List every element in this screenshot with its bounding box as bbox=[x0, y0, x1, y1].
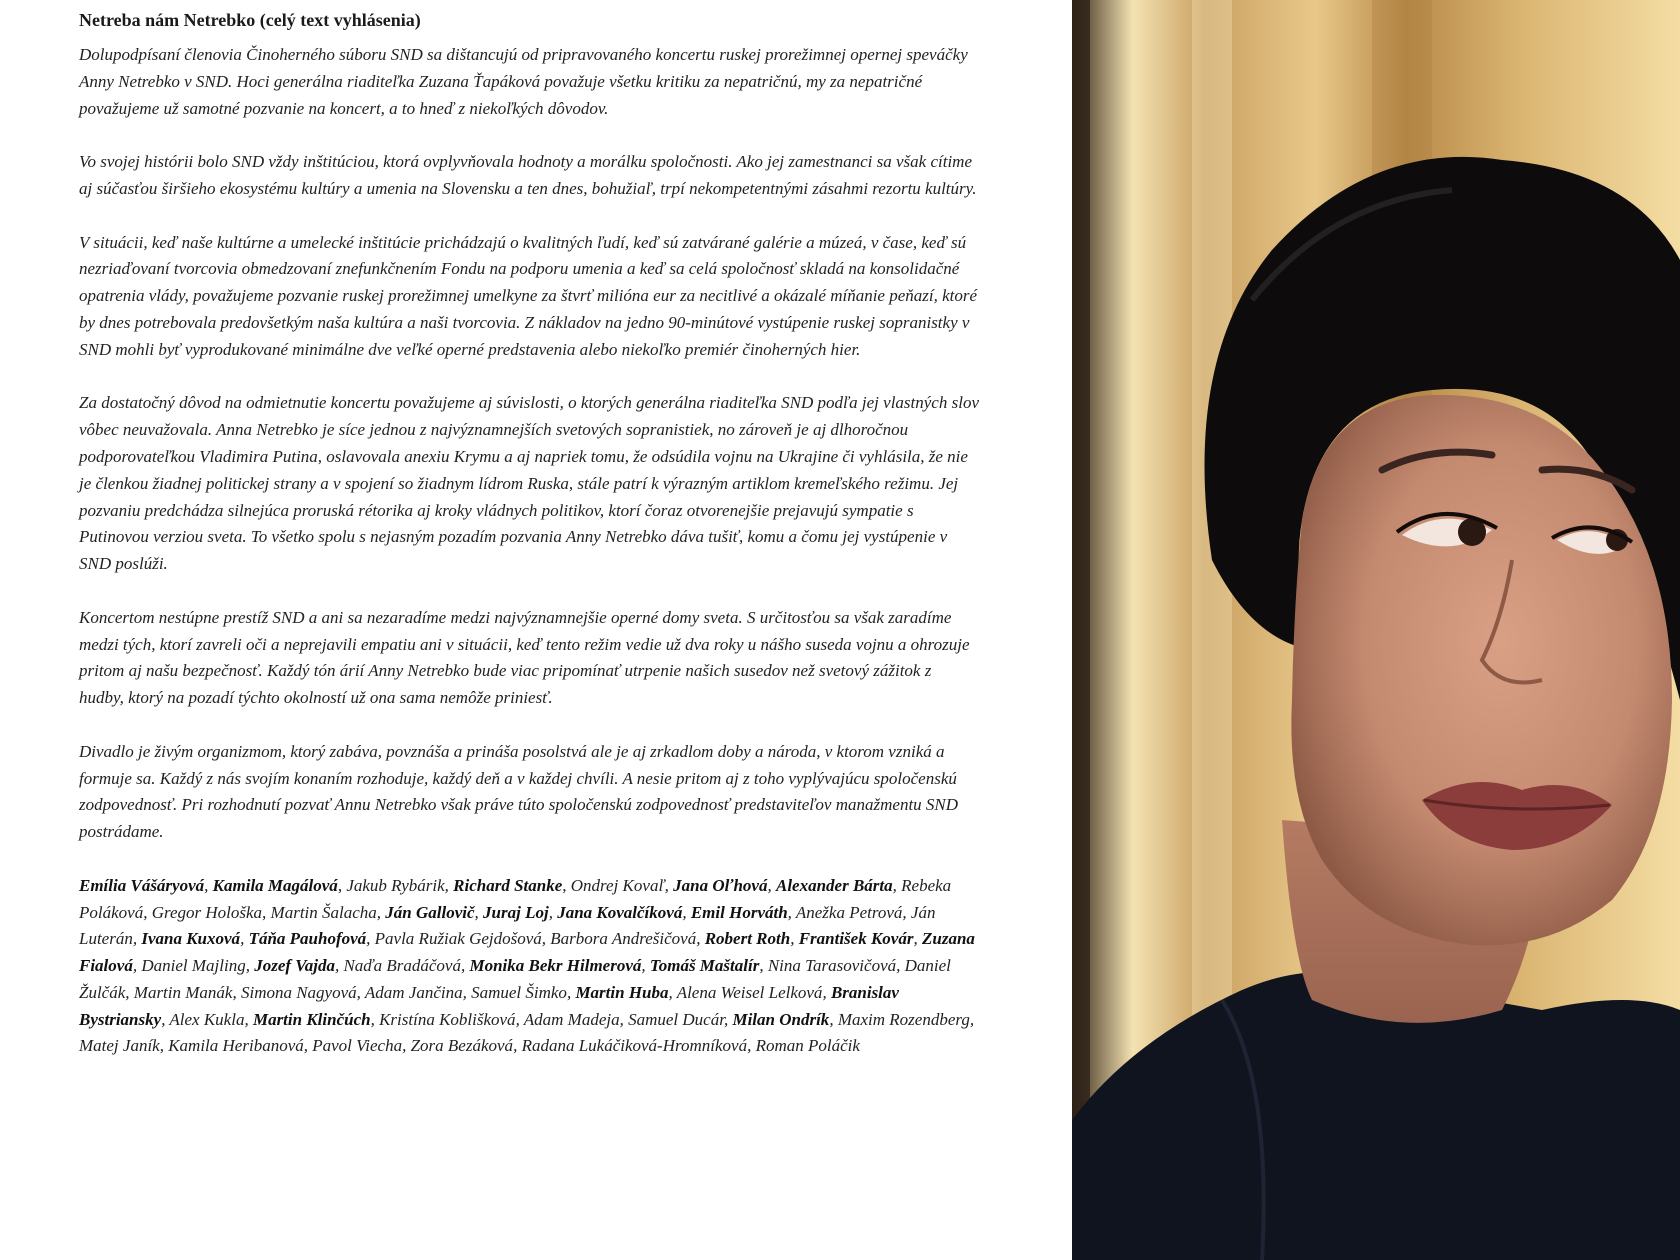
signatory-name: Kristína Koblišková bbox=[379, 1009, 516, 1029]
signatory-name: Samuel Ducár bbox=[628, 1009, 724, 1029]
statement-paragraph: V situácii, keď naše kultúrne a umelecké inštitúcie prichádzajú o kvalitných ľudí, keď sú zatvárané galérie a múzeá, v čase, keď sú nezriaďovaní tvorcovia obmedzovaní znefunkčnením Fondu na podporu umenia a keď sa celá spoločnosť skladá na konsolidačné opatrenia vlády, považujeme pozvanie ruskej prorežimnej umelkyne za štvrť milióna eur za necitlivé a okázalé míňanie peňazí, ktoré by dnes potrebovala predovšetkým naša kultúra a naši tvorcovia. Z nákladov na jedno 90-minútové vystúpenie ruskej sopranistky v SND mohli byť vyprodukované minimálne dve veľké operné predstavenia alebo niekoľko premiér činoherných hier. bbox=[79, 232, 978, 359]
signatory-name: Martin Klinčúch bbox=[252, 1009, 371, 1029]
signatory-name: Martin Huba bbox=[575, 982, 669, 1002]
statement-paragraph: Divadlo je živým organizmom, ktorý zabáva, povznáša a prináša posolstvá ale je aj zrkadlom doby a národa, v ktorom vzniká a formuje sa. Každý z nás svojím konaním rozhoduje, každý deň a v každej chvíli. A nesie pritom aj z toho vyplývajúcu spoločenskú zodpovednosť. Pri rozhodnutí pozvať Annu Netrebko však práve túto spoločenskú zodpovednosť predstaviteľov manažmentu SND postrádame. bbox=[79, 741, 959, 842]
signatories-list: Emília Vášáryová, Kamila Magálová, Jakub Rybárik, Richard Stanke, Ondrej Kovaľ, Jana Oľhová, Alexander Bárta, Rebeka Poláková, Gregor Hološka, Martin Šalacha, Ján Gallovič, Juraj Loj, Jana Kovalčíková, Emil Horváth, Anežka Petrová, Ján Luterán, Ivana Kuxová, Táňa Pauhofová, Pavla Ružiak Gejdošová, Barbora Andrešičová, Robert Roth, František Kovár, Zuzana Fialová, Daniel Majling, Jozef Vajda, Naďa Bradáčová, Monika Bekr Hilmerová, Tomáš Maštalír, Nina Tarasovičová, Daniel Žulčák, Martin Manák, Simona Nagyová, Adam Jančina, Samuel Šimko, Martin Huba, Alena Weisel Lelková, Branislav Bystriansky, Alex Kukla, Martin Klinčúch, Kristína Koblišková, Adam Madeja, Samuel Ducár, Milan Ondrík, Maxim Rozendberg, Matej Janík, Kamila Heribanová, Pavol Viecha, Zora Bezáková, Radana Lukáčiková-Hromníková, Roman Poláčik bbox=[79, 875, 975, 1056]
signatory-name: Alena Weisel Lelková bbox=[676, 982, 823, 1002]
signatory-name: Simona Nagyová bbox=[240, 982, 357, 1002]
signatory-name: Robert Roth bbox=[704, 929, 791, 949]
signatory-name: Tomáš Maštalír bbox=[649, 956, 760, 976]
portrait-illustration bbox=[1072, 0, 1680, 1260]
signatory-name: František Kovár bbox=[798, 929, 914, 949]
statement-paragraph: Za dostatočný dôvod na odmietnutie koncertu považujeme aj súvislosti, o ktorých generálna riaditeľka SND podľa jej vlastných slov vôbec neuvažovala. Anna Netrebko je síce jednou z najvýznamnejších svetových sopranistiek, no zároveň je aj dlhoročnou podporovateľkou Vladimira Putina, oslavovala anexiu Krymu a aj napriek tomu, že odsúdila vojnu na Ukrajine či vyhlásila, že nie je členkou žiadnej politickej strany a v spojení so žiadnym lídrom Ruska, stále patrí k výrazným artiklom kremeľského režimu. Jej pozvaniu predchádza silnejúca proruská rétorika aj kroky vládnych politikov, ktorí čoraz otvorenejšie prejavujú sympatie s Putinovou verziou sveta. To všetko spolu s nejasným pozadím pozvania Anny Netrebko dáva tušiť, komu a čomu jej vystúpenie v SND poslúži. bbox=[79, 393, 979, 574]
signatory-name: Barbora Andrešičová bbox=[550, 929, 697, 949]
signatory-name: Alex Kukla bbox=[169, 1009, 245, 1029]
signatory-name: Anežka Petrová bbox=[795, 902, 903, 922]
signatory-name: Radana Lukáčiková-Hromníková bbox=[521, 1036, 748, 1056]
signatory-name: Martin Manák bbox=[133, 982, 233, 1002]
signatory-name: Monika Bekr Hilmerová bbox=[469, 956, 642, 976]
statement-paragraph: Vo svojej histórii bolo SND vždy inštitúciou, ktorá ovplyvňovala hodnoty a morálku spoločnosti. Ako jej zamestnanci sa však cítime aj súčasťou širšieho ekosystému kultúry a umenia na Slovensku a ten dnes, bohužiaľ, trpí nekompetentnými zásahmi rezortu kultúry. bbox=[79, 152, 977, 198]
statement-document bbox=[79, 6, 979, 1060]
signatory-name: Milan Ondrík bbox=[732, 1009, 830, 1029]
signatory-name: Ján Luterán bbox=[79, 902, 936, 949]
signatory-name: Pavla Ružiak Gejdošová bbox=[374, 929, 542, 949]
statement-paragraph: Dolupodpísaní členovia Činoherného súboru SND sa dištancujú od pripravovaného koncertu ruskej prorežimnej opernej speváčky Anny Netrebko v SND. Hoci generálna riaditeľka Zuzana Ťapáková považuje všetku kritiku za nepatričnú, my za nepatričné považujeme už samotné pozvanie na koncert, a to hneď z niekoľkých dôvodov. bbox=[79, 45, 968, 118]
signatory-name: Branislav Bystriansky bbox=[79, 982, 899, 1029]
signatory-name: Adam Jančina bbox=[364, 982, 463, 1002]
signatory-name: Jana Kovalčíková bbox=[557, 902, 683, 922]
signatory-name: Jakub Rybárik bbox=[346, 875, 445, 895]
signatory-name: Richard Stanke bbox=[453, 875, 563, 895]
signatory-name: Daniel Žulčák bbox=[79, 956, 951, 1002]
signatory-name: Gregor Hološka bbox=[151, 902, 263, 922]
signatory-name: Adam Madeja bbox=[523, 1009, 620, 1029]
signatory-name: Samuel Šimko bbox=[471, 982, 567, 1002]
signatory-name: Emília Vášáryová bbox=[79, 875, 205, 895]
signatory-name: Matej Janík bbox=[79, 1036, 160, 1056]
signatory-name: Kamila Magálová bbox=[212, 875, 338, 895]
signatory-name: Maxim Rozendberg bbox=[837, 1009, 970, 1029]
portrait-photo bbox=[1072, 0, 1680, 1260]
signatory-name: Juraj Loj bbox=[483, 902, 549, 922]
signatory-name: Alexander Bárta bbox=[775, 875, 893, 895]
signatory-name: Zuzana Fialová bbox=[79, 929, 975, 976]
signatory-name: Táňa Pauhofová bbox=[248, 929, 367, 949]
signatory-name: Nina Tarasovičová bbox=[767, 956, 897, 976]
signatory-name: Daniel Majling bbox=[141, 956, 246, 976]
signatory-name: Roman Poláčik bbox=[755, 1036, 860, 1056]
signatory-name: Jozef Vajda bbox=[254, 956, 335, 976]
statement-paragraph: Koncertom nestúpne prestíž SND a ani sa nezaradíme medzi najvýznamnejšie operné domy sveta. S určitosťou sa však zaradíme medzi tých, ktorí zavreli oči a neprejavili empatiu ani v situácii, keď tento režim vedie už dva roky u nášho suseda vojnu a ohrozuje pritom aj našu bezpečnosť. Každý tón árií Anny Netrebko bude viac pripomínať utrpenie našich susedov než svetový zážitok z hudby, ktorý na pozadí týchto okolností už ona sama nemôže priniesť. bbox=[79, 607, 970, 708]
signatory-name: Zora Bezáková bbox=[410, 1036, 514, 1056]
signatory-name: Kamila Heribanová bbox=[168, 1036, 304, 1056]
signatory-name: Rebeka Poláková bbox=[79, 875, 952, 922]
signatory-name: Pavol Viecha bbox=[312, 1036, 403, 1056]
signatory-name: Naďa Bradáčová bbox=[343, 956, 461, 976]
figure-face bbox=[1291, 395, 1672, 946]
statement-title: Netreba nám Netrebko (celý text vyhlásenia) bbox=[79, 10, 421, 30]
signatory-name: Jana Oľhová bbox=[673, 875, 768, 895]
signatory-name: Emil Horváth bbox=[690, 902, 788, 922]
signatory-name: Ondrej Kovaľ bbox=[570, 875, 665, 895]
signatory-name: Ivana Kuxová bbox=[141, 929, 241, 949]
signatory-name: Ján Gallovič bbox=[385, 902, 475, 922]
signatory-name: Martin Šalacha bbox=[270, 902, 377, 922]
statement-body bbox=[79, 42, 979, 846]
